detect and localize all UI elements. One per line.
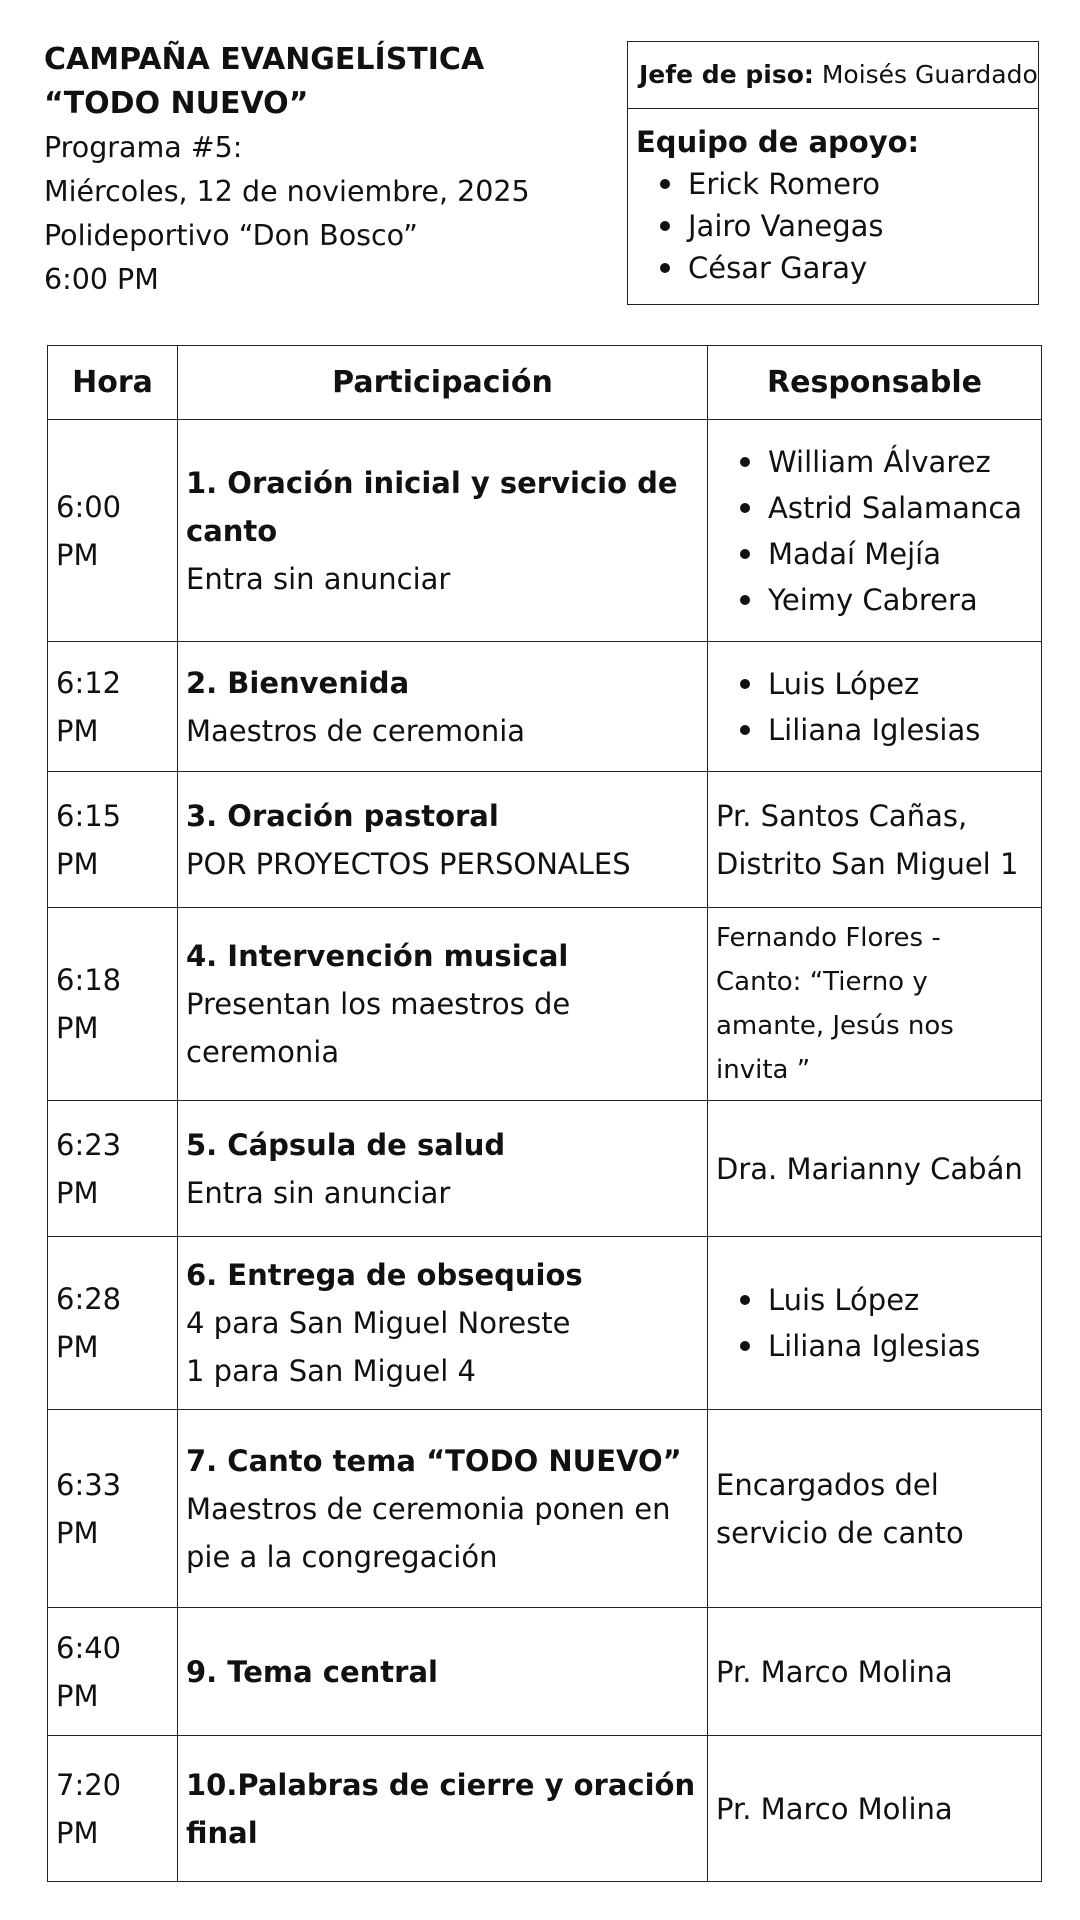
time-cell bbox=[48, 772, 178, 908]
time-meridiem: PM bbox=[56, 1011, 99, 1045]
table-row bbox=[48, 908, 1042, 1101]
participation-title: 7. Canto tema “TODO NUEVO” bbox=[186, 1443, 682, 1478]
responsible-cell bbox=[708, 1101, 1042, 1237]
time-meridiem: PM bbox=[56, 537, 99, 572]
support-team-label: Equipo de apoyo: bbox=[636, 125, 920, 159]
floor-manager-name: Moisés Guardado bbox=[821, 60, 1038, 89]
participation-detail: Presentan los maestros de ceremonia bbox=[186, 987, 571, 1069]
header-responsable: Responsable bbox=[708, 346, 1042, 420]
participation-detail: Maestros de ceremonia bbox=[186, 713, 526, 748]
program-number: Programa #5: bbox=[44, 131, 243, 164]
campaign-title-line1: CAMPAÑA EVANGELÍSTICA bbox=[44, 42, 485, 77]
time-value: 7:20 bbox=[56, 1767, 122, 1802]
responsible-person: William Álvarez bbox=[716, 439, 1033, 485]
participation-detail: Entra sin anunciar bbox=[186, 561, 451, 596]
participation-title: 1. Oración inicial y servicio de canto bbox=[186, 465, 678, 548]
program-header bbox=[44, 38, 604, 302]
participation-detail: Maestros de ceremonia ponen en pie a la congregación bbox=[186, 1491, 671, 1574]
responsible-list bbox=[716, 439, 1033, 623]
responsible-text: Pr. Marco Molina bbox=[716, 1654, 953, 1689]
participation-title: 6. Entrega de obsequios bbox=[186, 1258, 583, 1292]
floor-manager-label: Jefe de piso: bbox=[639, 60, 814, 89]
time-value: 6:15 bbox=[56, 798, 122, 833]
participation-title: 2. Bienvenida bbox=[186, 665, 410, 700]
program-time: 6:00 PM bbox=[44, 263, 159, 296]
responsible-cell bbox=[708, 642, 1042, 772]
responsible-text: Encargados del servicio de canto bbox=[716, 1467, 964, 1550]
participation-title: 9. Tema central bbox=[186, 1654, 438, 1689]
time-cell bbox=[48, 908, 178, 1101]
responsible-cell bbox=[708, 1608, 1042, 1736]
responsible-text: Dra. Marianny Cabán bbox=[716, 1151, 1023, 1186]
time-meridiem: PM bbox=[56, 713, 99, 748]
participation-cell bbox=[178, 642, 708, 772]
time-value: 6:33 bbox=[56, 1467, 122, 1502]
responsible-cell bbox=[708, 1410, 1042, 1608]
participation-detail: 4 para San Miguel Noreste bbox=[186, 1306, 571, 1340]
time-meridiem: PM bbox=[56, 1175, 99, 1210]
support-team-member: César Garay bbox=[636, 247, 1038, 289]
responsible-person: Liliana Iglesias bbox=[716, 707, 1033, 753]
support-team-member: Jairo Vanegas bbox=[636, 205, 1038, 247]
floor-manager-row bbox=[628, 42, 1038, 109]
participation-title: 3. Oración pastoral bbox=[186, 798, 499, 833]
responsible-cell bbox=[708, 1237, 1042, 1410]
participation-cell bbox=[178, 772, 708, 908]
participation-cell bbox=[178, 420, 708, 642]
header-hora: Hora bbox=[48, 346, 178, 420]
time-value: 6:18 bbox=[56, 963, 122, 997]
schedule-table bbox=[47, 345, 1042, 1882]
support-team-member: Erick Romero bbox=[636, 163, 1038, 205]
responsible-cell bbox=[708, 772, 1042, 908]
participation-title: 4. Intervención musical bbox=[186, 939, 569, 973]
table-row bbox=[48, 420, 1042, 642]
table-header-row bbox=[48, 346, 1042, 420]
participation-cell bbox=[178, 1237, 708, 1410]
responsible-person: Luis López bbox=[716, 1277, 1033, 1323]
participation-cell bbox=[178, 908, 708, 1101]
participation-title: 10.Palabras de cierre y oración final bbox=[186, 1767, 696, 1850]
time-cell bbox=[48, 1410, 178, 1608]
time-cell bbox=[48, 1237, 178, 1410]
participation-detail: 1 para San Miguel 4 bbox=[186, 1354, 476, 1388]
time-value: 6:28 bbox=[56, 1282, 122, 1316]
time-cell bbox=[48, 1736, 178, 1882]
responsible-person: Liliana Iglesias bbox=[716, 1323, 1033, 1369]
participation-cell bbox=[178, 1410, 708, 1608]
participation-cell bbox=[178, 1608, 708, 1736]
responsible-cell bbox=[708, 908, 1042, 1101]
time-meridiem: PM bbox=[56, 1515, 99, 1550]
responsible-person: Astrid Salamanca bbox=[716, 485, 1033, 531]
responsible-person: Yeimy Cabrera bbox=[716, 577, 1033, 623]
time-cell bbox=[48, 420, 178, 642]
responsible-person: Madaí Mejía bbox=[716, 531, 1033, 577]
responsible-list bbox=[716, 1277, 1033, 1369]
table-row bbox=[48, 1237, 1042, 1410]
time-value: 6:23 bbox=[56, 1127, 122, 1162]
responsible-text: Pr. Marco Molina bbox=[716, 1791, 953, 1826]
time-value: 6:40 bbox=[56, 1630, 122, 1665]
responsible-list bbox=[716, 661, 1033, 753]
time-value: 6:12 bbox=[56, 665, 122, 700]
time-meridiem: PM bbox=[56, 1330, 99, 1364]
table-row bbox=[48, 1101, 1042, 1237]
staff-info-box bbox=[627, 41, 1039, 305]
responsible-cell bbox=[708, 1736, 1042, 1882]
campaign-title-line2: “TODO NUEVO” bbox=[44, 86, 309, 121]
table-row bbox=[48, 1736, 1042, 1882]
participation-detail: Entra sin anunciar bbox=[186, 1175, 451, 1210]
support-team-list bbox=[636, 163, 1038, 289]
participation-cell bbox=[178, 1736, 708, 1882]
support-team bbox=[628, 109, 1038, 289]
time-meridiem: PM bbox=[56, 846, 99, 881]
program-date: Miércoles, 12 de noviembre, 2025 bbox=[44, 175, 530, 208]
participation-cell bbox=[178, 1101, 708, 1237]
responsible-person: Luis López bbox=[716, 661, 1033, 707]
participation-detail: POR PROYECTOS PERSONALES bbox=[186, 846, 631, 881]
time-cell bbox=[48, 1101, 178, 1237]
time-meridiem: PM bbox=[56, 1678, 99, 1713]
program-venue: Polideportivo “Don Bosco” bbox=[44, 219, 418, 252]
header-participacion: Participación bbox=[178, 346, 708, 420]
table-row bbox=[48, 642, 1042, 772]
table-row bbox=[48, 1410, 1042, 1608]
time-meridiem: PM bbox=[56, 1815, 99, 1850]
time-cell bbox=[48, 1608, 178, 1736]
responsible-text: Pr. Santos Cañas, Distrito San Miguel 1 bbox=[716, 798, 1019, 881]
responsible-cell bbox=[708, 420, 1042, 642]
responsible-text: Fernando Flores - Canto: “Tierno y amante, Jesús nos invita ” bbox=[716, 923, 954, 1085]
table-row bbox=[48, 1608, 1042, 1736]
time-cell bbox=[48, 642, 178, 772]
time-value: 6:00 bbox=[56, 489, 122, 524]
participation-title: 5. Cápsula de salud bbox=[186, 1127, 506, 1162]
table-row bbox=[48, 772, 1042, 908]
